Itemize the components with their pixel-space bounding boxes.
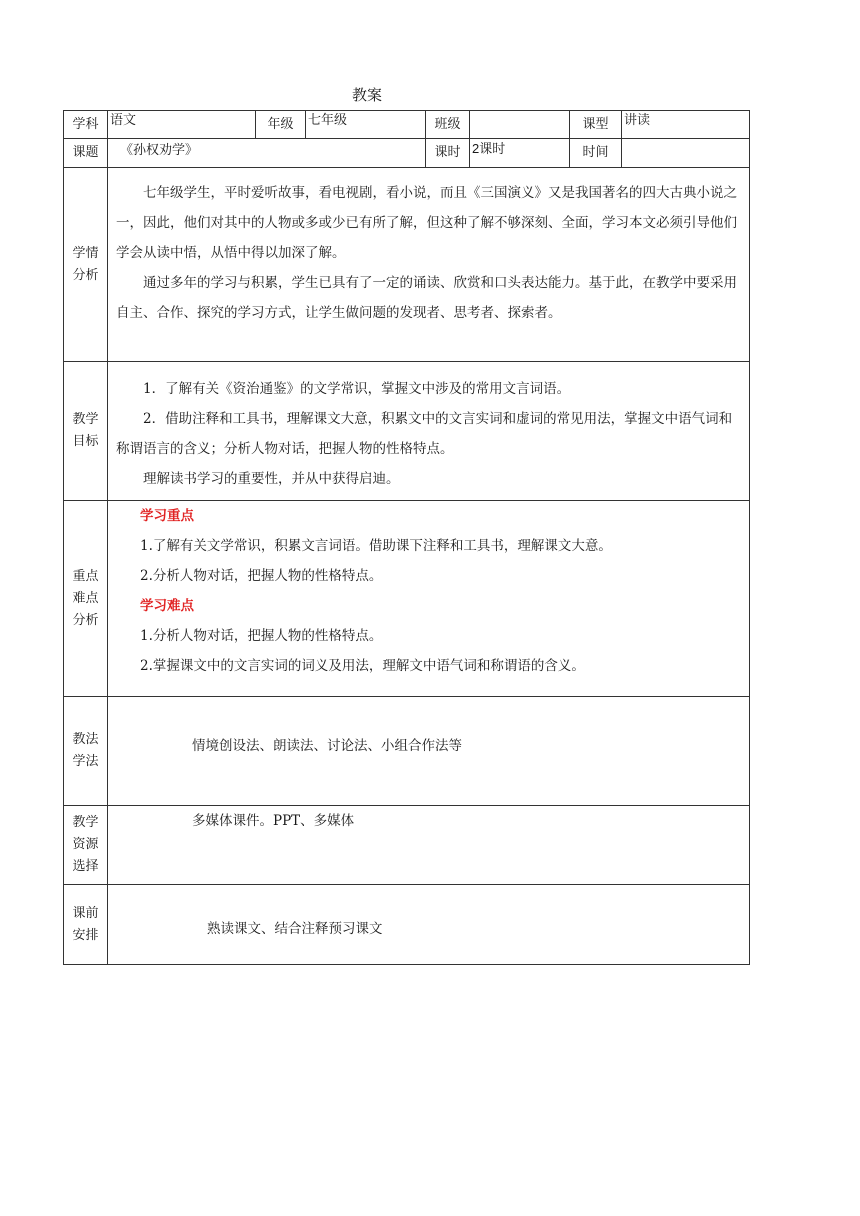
methods-content	[108, 697, 750, 806]
keypoints-label-line-1: 重点	[72, 568, 99, 584]
preclass-label-line-2: 安排	[72, 927, 99, 943]
analysis-label-line-2: 分析	[72, 267, 99, 283]
difficulty-heading: 学习难点	[140, 598, 194, 614]
keypoints-content	[108, 501, 750, 697]
analysis-row	[64, 168, 750, 362]
type-label: 课型	[570, 111, 622, 139]
difficulty-item-1: 1.分析人物对话，把握人物的性格特点。	[140, 628, 383, 644]
focus-item-1: 1.了解有关文学常识，积累文言词语。借助课下注释和工具书，理解课文大意。	[140, 538, 612, 554]
goals-label-line-1: 教学	[72, 412, 99, 427]
resources-content	[108, 806, 750, 885]
grade-value: 七年级	[306, 111, 426, 139]
grade-label: 年级	[256, 111, 306, 139]
resources-label-line-2: 资源	[72, 837, 99, 852]
methods-row	[64, 697, 750, 806]
subject-value: 语文	[108, 111, 256, 139]
preclass-text: 熟读课文、结合注释预习课文	[207, 921, 383, 937]
class-label: 班级	[426, 111, 470, 139]
header-row-2	[64, 139, 750, 168]
focus-heading: 学习重点	[140, 508, 194, 524]
lesson-plan-table	[63, 110, 750, 965]
resources-label-line-3: 选择	[72, 859, 99, 874]
methods-text: 情境创设法、朗读法、讨论法、小组合作法等	[192, 738, 462, 754]
hours-value: 2课时	[470, 139, 570, 168]
document-title: 教案	[352, 86, 383, 104]
methods-label	[64, 697, 108, 806]
goal-item-1: 1．了解有关《资治通鉴》的文学常识，掌握文中涉及的常用文言词语。	[143, 381, 571, 397]
analysis-content	[108, 168, 750, 362]
resources-label-line-1: 教学	[72, 815, 99, 830]
header-row-1	[64, 111, 750, 139]
goals-content	[108, 362, 750, 501]
analysis-label	[64, 168, 108, 362]
methods-label-line-1: 教法	[72, 732, 99, 747]
difficulty-item-2: 2.掌握课文中的文言实词的词义及用法，理解文中语气词和称谓语的含义。	[140, 658, 585, 674]
analysis-label-line-1: 学情	[72, 245, 99, 261]
type-value: 讲读	[622, 111, 750, 139]
class-value	[470, 111, 570, 139]
topic-label: 课题	[64, 139, 108, 168]
preclass-label-line-1: 课前	[72, 905, 99, 921]
analysis-paragraph-2: 通过多年的学习与积累，学生已具有了一定的诵读、欣赏和口头表达能力。基于此，在教学中要采用自主、合作、探究的学习方式，让学生做问题的发现者、思考者、探索者。	[116, 275, 737, 321]
resources-label	[64, 806, 108, 885]
resources-row	[64, 806, 750, 885]
keypoints-label-line-3: 分析	[72, 612, 99, 628]
resources-text: 多媒体课件。PPT、多媒体	[192, 813, 355, 829]
preclass-content	[108, 885, 750, 965]
hours-label: 课时	[426, 139, 470, 168]
goal-item-3: 理解读书学习的重要性，并从中获得启迪。	[143, 471, 400, 487]
topic-value: 《孙权劝学》	[108, 139, 426, 168]
goals-row	[64, 362, 750, 501]
goals-label	[64, 362, 108, 501]
subject-label: 学科	[64, 111, 108, 139]
analysis-paragraph-1: 七年级学生，平时爱听故事，看电视剧，看小说，而且《三国演义》又是我国著名的四大古典小说之一，因此，他们对其中的人物或多或少已有所了解，但这种了解不够深刻、全面，学习本文必须引导他们学会从读中悟，从悟中得以加深了解。	[116, 185, 737, 261]
keypoints-row	[64, 501, 750, 697]
preclass-label	[64, 885, 108, 965]
keypoints-label-line-2: 难点	[72, 590, 99, 606]
focus-item-2: 2.分析人物对话，把握人物的性格特点。	[140, 568, 383, 584]
methods-label-line-2: 学法	[72, 754, 99, 769]
time-value	[622, 139, 750, 168]
goals-label-line-2: 目标	[72, 434, 99, 449]
goal-item-2: 2．借助注释和工具书，理解课文大意，积累文中的文言实词和虚词的常见用法，掌握文中语气词和称谓语言的含义；分析人物对话，把握人物的性格特点。	[116, 411, 733, 457]
preclass-row	[64, 885, 750, 965]
keypoints-label	[64, 501, 108, 697]
time-label: 时间	[570, 139, 622, 168]
